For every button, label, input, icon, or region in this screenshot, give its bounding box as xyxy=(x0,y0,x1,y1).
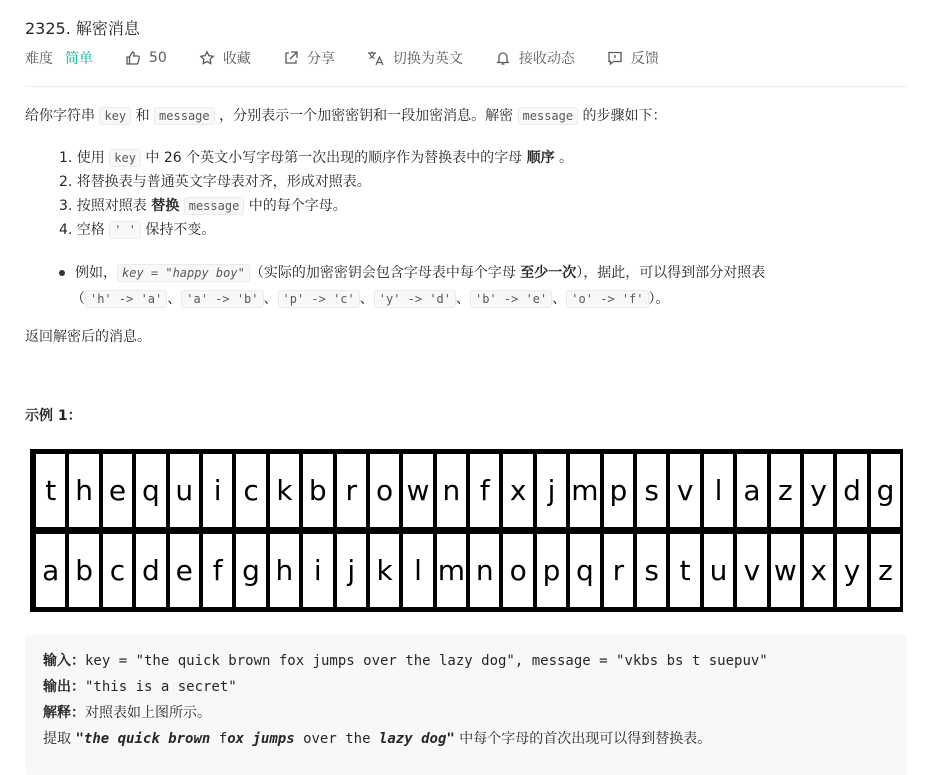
input-label: 输入： xyxy=(43,653,85,669)
cipher-cell: l xyxy=(704,454,733,527)
bold-text: 顺序 xyxy=(526,150,555,166)
cipher-cell: a xyxy=(737,454,766,527)
step-item xyxy=(59,170,573,194)
plain-cell: g xyxy=(236,534,265,607)
cipher-cell: v xyxy=(670,454,699,527)
output-value: "this is a secret" xyxy=(85,679,237,695)
input-value: key = "the quick brown fox jumps over the lazy dog", message = "vkbs bs t suepuv" xyxy=(85,653,768,669)
subscribe-button[interactable] xyxy=(495,48,575,68)
intro-text: 和 xyxy=(131,108,155,124)
steps-list xyxy=(59,146,573,242)
extract-line xyxy=(25,726,907,752)
cipher-cell: w xyxy=(403,454,432,527)
separator: 、 xyxy=(263,291,278,307)
inline-code: message xyxy=(184,197,245,215)
output-label: 输出： xyxy=(43,679,85,695)
separator: 、 xyxy=(552,291,567,307)
step-text: 1. 使用 xyxy=(59,150,110,166)
plain-cell: i xyxy=(303,534,332,607)
key-bold: jumps xyxy=(252,731,295,747)
inline-code: ' ' xyxy=(109,221,141,239)
output-line xyxy=(25,674,907,700)
star-icon xyxy=(199,50,215,66)
bell-icon xyxy=(495,50,511,66)
step-text: 保持不变。 xyxy=(140,222,216,238)
cipher-cell: j xyxy=(537,454,566,527)
plain-cell: e xyxy=(170,534,199,607)
cipher-row xyxy=(36,454,900,527)
intro-text: 给你字符串 xyxy=(25,108,100,124)
cipher-cell: c xyxy=(236,454,265,527)
separator: 、 xyxy=(359,291,374,307)
plain-cell: v xyxy=(737,534,766,607)
cipher-cell: m xyxy=(570,454,599,527)
quote: " xyxy=(446,731,455,747)
key-plain: over the xyxy=(294,731,379,747)
cipher-cell: o xyxy=(370,454,399,527)
bullet-text: ），据此，可以得到部分对照表 xyxy=(576,265,766,281)
cipher-cell: p xyxy=(604,454,633,527)
step-item xyxy=(59,146,573,170)
key-bold: ox xyxy=(227,731,253,747)
plain-cell: x xyxy=(804,534,833,607)
intro-text: 的步骤如下： xyxy=(578,108,667,124)
plain-cell: t xyxy=(670,534,699,607)
divider xyxy=(25,86,907,87)
key-bold: the quick brown xyxy=(83,731,219,747)
step-text: 中的每个字母。 xyxy=(244,198,347,214)
cipher-cell: r xyxy=(337,454,366,527)
explain-value: 对照表如上图所示。 xyxy=(85,705,211,721)
plain-cell: z xyxy=(871,534,900,607)
bullet-line xyxy=(61,260,765,286)
inline-code: key xyxy=(109,149,141,167)
plain-cell: w xyxy=(771,534,800,607)
mapping-pair: 'p' -> 'c' xyxy=(278,290,360,308)
share-button[interactable] xyxy=(283,48,335,68)
extract-text: 提取 xyxy=(43,731,76,747)
problem-description xyxy=(25,104,907,128)
separator: 、 xyxy=(167,291,182,307)
mapping-pair: 'y' -> 'd' xyxy=(374,290,456,308)
inline-code: message xyxy=(518,107,579,125)
input-line xyxy=(25,648,907,674)
mapping-table-figure xyxy=(30,449,903,612)
cipher-cell: f xyxy=(470,454,499,527)
plain-cell: r xyxy=(604,534,633,607)
problem-meta-bar xyxy=(25,48,691,68)
mapping-pair: 'a' -> 'b' xyxy=(181,290,263,308)
plain-row xyxy=(36,534,900,607)
bullet-dot xyxy=(59,270,65,276)
paren: （ xyxy=(71,291,85,307)
like-button[interactable] xyxy=(125,50,167,66)
step-item xyxy=(59,194,573,218)
explain-label: 解释： xyxy=(43,705,85,721)
difficulty-badge: 简单 xyxy=(65,51,93,67)
plain-cell: a xyxy=(36,534,65,607)
step-text: 3. 按照对照表 xyxy=(59,198,152,214)
cipher-cell: u xyxy=(170,454,199,527)
inline-code: message xyxy=(154,107,215,125)
paren: ）。 xyxy=(648,291,670,307)
cipher-cell: y xyxy=(804,454,833,527)
cipher-cell: s xyxy=(637,454,666,527)
bullet-text: （实际的加密密钥会包含字母表中每个字母 xyxy=(249,265,521,281)
plain-cell: j xyxy=(337,534,366,607)
intro-text: ，分别表示一个加密密钥和一段加密消息。解密 xyxy=(214,108,518,124)
step-text: 2. 将替换表与普通英文字母表对齐，形成对照表。 xyxy=(59,174,371,190)
inline-code: key = "happy boy" xyxy=(117,264,250,282)
mapping-pair: 'o' -> 'f' xyxy=(566,290,648,308)
switch-language-label: 切换为英文 xyxy=(392,51,463,67)
bold-text: 替换 xyxy=(151,198,180,214)
inline-code: key xyxy=(99,107,131,125)
share-label: 分享 xyxy=(306,51,335,67)
plain-cell: u xyxy=(704,534,733,607)
cipher-cell: t xyxy=(36,454,65,527)
cipher-cell: k xyxy=(270,454,299,527)
problem-title: 2325. 解密消息 xyxy=(25,19,140,38)
key-plain: f xyxy=(218,731,228,747)
cipher-cell: n xyxy=(437,454,466,527)
cipher-cell: x xyxy=(503,454,532,527)
key-plain xyxy=(413,731,421,747)
plain-cell: b xyxy=(69,534,98,607)
extract-text: 中每个字母的首次出现可以得到替换表。 xyxy=(454,731,712,747)
intro-paragraph xyxy=(25,104,907,128)
cipher-cell: g xyxy=(871,454,900,527)
step-text: 中 26 个英文小写字母第一次出现的顺序作为替换表中的字母 xyxy=(140,150,527,166)
example-bullet xyxy=(61,260,765,312)
feedback-button[interactable] xyxy=(607,48,659,68)
subscribe-label: 接收动态 xyxy=(518,51,575,67)
bullet-line xyxy=(61,286,765,312)
cipher-cell: d xyxy=(837,454,866,527)
plain-cell: f xyxy=(203,534,232,607)
plain-cell: q xyxy=(570,534,599,607)
explain-line xyxy=(25,700,907,726)
plain-cell: k xyxy=(370,534,399,607)
key-bold: lazy xyxy=(378,731,413,747)
bullet-text: 例如， xyxy=(75,265,117,281)
cipher-cell: h xyxy=(69,454,98,527)
translate-icon xyxy=(367,50,385,66)
cipher-cell: q xyxy=(136,454,165,527)
quote: " xyxy=(75,731,84,747)
feedback-icon xyxy=(607,50,623,66)
example-code-block xyxy=(25,635,907,775)
cipher-cell: i xyxy=(203,454,232,527)
cipher-cell: z xyxy=(771,454,800,527)
plain-cell: c xyxy=(103,534,132,607)
thumbs-up-icon xyxy=(125,50,141,66)
plain-cell: s xyxy=(637,534,666,607)
cipher-cell: e xyxy=(103,454,132,527)
separator: 、 xyxy=(456,291,470,307)
plain-cell: n xyxy=(470,534,499,607)
step-text: 4. 空格 xyxy=(59,222,110,238)
plain-cell: o xyxy=(503,534,532,607)
bold-text: 至少一次 xyxy=(520,265,577,281)
plain-cell: d xyxy=(136,534,165,607)
cipher-cell: b xyxy=(303,454,332,527)
plain-cell: m xyxy=(437,534,466,607)
mapping-pair: 'h' -> 'a' xyxy=(85,290,167,308)
plain-cell: y xyxy=(837,534,866,607)
return-text: 返回解密后的消息。 xyxy=(25,329,151,345)
step-text: 。 xyxy=(554,150,574,166)
switch-language-button[interactable] xyxy=(367,48,463,68)
plain-cell: l xyxy=(403,534,432,607)
plain-cell: h xyxy=(270,534,299,607)
difficulty-label: 难度 xyxy=(25,51,53,67)
mapping-pair: 'b' -> 'e' xyxy=(470,290,552,308)
feedback-label: 反馈 xyxy=(630,51,659,67)
example-title: 示例 1： xyxy=(25,408,82,424)
step-item xyxy=(59,218,573,242)
favorite-label: 收藏 xyxy=(222,51,251,67)
favorite-button[interactable] xyxy=(199,48,251,68)
like-count: 50 xyxy=(149,50,167,66)
share-icon xyxy=(283,50,299,66)
plain-cell: p xyxy=(537,534,566,607)
key-bold: dog xyxy=(421,731,447,747)
